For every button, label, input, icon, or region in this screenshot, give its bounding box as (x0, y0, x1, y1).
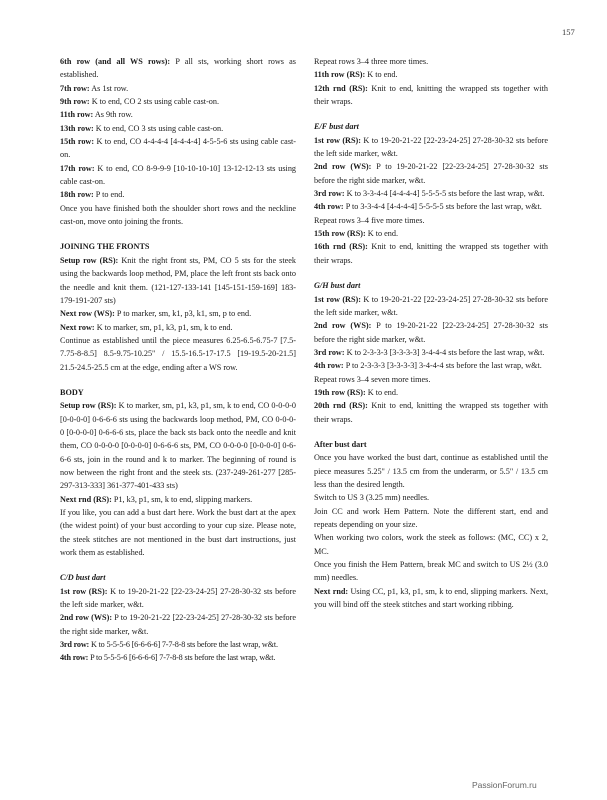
row-label: 6th row (and all WS rows): (60, 57, 171, 66)
row-text: K to 19-20-21-22 [22-23-24-25] 27-28-30-32 sts before the left side marker, w&t. (314, 135, 548, 159)
row-label: Next rnd (RS): (60, 494, 112, 504)
instruction-row (314, 359, 548, 372)
row-text: P to 2-3-3-3 [3-3-3-3] 3-4-4-4 sts before the last wrap, w&t. (343, 361, 542, 371)
row-text: Knit to end, knitting the wrapped sts together with their wraps. (314, 242, 548, 265)
paragraph: If you like, you can add a bust dart here. Work the bust dart at the apex (the widest point) of your bust according to your cup size. Please note, the steek stitches are not mentioned in the bust dart instructions, just work them as established. (60, 508, 296, 558)
instruction-row (60, 611, 296, 638)
watermark: PassionForum.ru (472, 780, 537, 790)
row-text: K to end. (365, 387, 398, 397)
row-text: P to 5-5-5-6 [6-6-6-6] 7-7-8-8 sts before the last wrap, w&t. (88, 653, 276, 663)
row-text: K to end. (365, 229, 398, 239)
instruction-row (314, 386, 548, 399)
left-column (60, 55, 296, 665)
row-label: 9th row: (60, 97, 90, 107)
row-text: Using CC, p1, k3, p1, sm, k to end, slipping markers. Next, you will bind off the steek stitches and start working ribbing. (314, 586, 548, 610)
instruction-row (60, 162, 296, 189)
paragraph: Continue as established until the piece measures 6.25-6.5-6.75-7 [7.5-7.75-8-8.5] 8.5-9.75-10.25" / 15.5-16.5-17-17.5 [19-19.5-20-21.5] 21.5-24.5-25.5 cm at the edge, ending after a WS row. (60, 335, 296, 372)
row-text: K to 3-3-4-4 [4-4-4-4] 5-5-5-5 sts before the last wrap, w&t. (344, 189, 545, 199)
instruction-row (60, 321, 296, 334)
row-label: 1st row (RS): (314, 294, 361, 304)
instruction-row (60, 307, 296, 320)
subsection-heading: C/D bust dart (60, 573, 106, 583)
instruction-row (314, 293, 548, 320)
page-number: 157 (562, 27, 575, 37)
instruction-row (314, 160, 548, 187)
row-text: K to end. (365, 70, 398, 80)
instruction-row (314, 187, 548, 200)
row-label: 4th row: (314, 361, 344, 371)
section-gap (60, 228, 296, 240)
row-text: Knit the right front sts, PM, CO 5 sts for the steek using the backwards loop method, PM, place the left front sts back onto the needle and knit them. (121-127-133-141 [145-151-159-169] 183-179-191-207 sts) (60, 255, 296, 305)
row-label: 2nd row (WS): (60, 613, 113, 623)
row-label: 20th rnd (RS): (314, 401, 368, 411)
paragraph: When working two colors, work the steek as follows: (MC, CC) x 2, MC. (314, 533, 548, 556)
instruction-row (60, 585, 296, 612)
section-heading: After bust dart (314, 439, 367, 449)
row-text: P to 19-20-21-22 [22-23-24-25] 27-28-30-32 sts before the right side marker, w&t. (314, 162, 548, 185)
instruction-row (60, 493, 296, 506)
row-label: 3rd row: (314, 189, 345, 199)
section-heading: JOINING THE FRONTS (60, 242, 150, 252)
row-label: 1st row (RS): (60, 586, 108, 596)
instruction-row (314, 346, 548, 359)
row-label: 18th row: (60, 190, 94, 200)
instruction-row (60, 55, 296, 82)
instruction-row (60, 122, 296, 135)
row-label: 15th row (RS): (314, 229, 366, 239)
subsection-heading: G/H bust dart (314, 281, 361, 291)
section-gap (314, 108, 548, 120)
instruction-row (314, 68, 548, 81)
row-label: Setup row (RS): (60, 255, 119, 265)
instruction-row (314, 319, 548, 346)
row-label: 2nd row (WS): (314, 162, 372, 172)
paragraph: Once you finish the Hem Pattern, break MC and switch to US 2½ (3.0 mm) needles. (314, 560, 548, 583)
row-label: 16th rnd (RS): (314, 242, 368, 252)
row-label: 11th row: (60, 110, 94, 120)
row-label: Next rnd: (314, 586, 349, 596)
section-gap (314, 426, 548, 438)
row-text: K to marker, sm, p1, k3, p1, sm, k to end. (94, 322, 233, 332)
row-text: K to 5-5-5-6 [6-6-6-6] 7-7-8-8 sts before the last wrap, w&t. (89, 640, 278, 650)
row-text: P all sts, working short rows as established. (60, 57, 296, 80)
paragraph: Once you have finished both the shoulder short rows and the neckline cast-on, move onto joining the fronts. (60, 203, 296, 227)
row-text: K to end, CO 8-9-9-9 [10-10-10-10] 13-12-12-13 sts using cable cast-on. (60, 163, 297, 187)
paragraph: Repeat rows 3–4 seven more times. (314, 374, 431, 384)
row-label: 17th row: (60, 163, 95, 173)
row-label: Setup row (RS): (60, 401, 117, 411)
row-text: P to 19-20-21-22 [22-23-24-25] 27-28-30-32 sts before the right side marker, w&t. (314, 321, 548, 344)
instruction-row (60, 254, 296, 307)
instruction-row (60, 638, 296, 651)
row-label: 12th rnd (RS): (314, 83, 368, 93)
row-label: Next row (WS): (60, 309, 115, 319)
paragraph: Repeat rows 3–4 three more times. (314, 57, 429, 66)
row-text: K to end, CO 4-4-4-4 [4-4-4-4] 4-5-5-6 sts using cable cast-on. (60, 137, 297, 160)
instruction-row (314, 399, 548, 426)
paragraph: Switch to US 3 (3.25 mm) needles. (314, 493, 430, 503)
row-label: 3rd row: (314, 347, 345, 357)
row-text: Knit to end, knitting the wrapped sts together with their wraps. (314, 83, 548, 107)
instruction-row (60, 135, 296, 162)
instruction-row (60, 82, 296, 95)
row-text: K to end, CO 2 sts using cable cast-on. (89, 97, 220, 107)
row-text: P1, k3, p1, sm, k to end, slipping markers. (111, 494, 253, 504)
row-label: 4th row: (314, 202, 344, 212)
paragraph: Join CC and work Hem Pattern. Note the different start, end and repeats depending on your size. (314, 506, 548, 529)
row-label: 4th row: (60, 653, 89, 663)
row-text: K to 2-3-3-3 [3-3-3-3] 3-4-4-4 sts before the last wrap, w&t. (344, 347, 545, 357)
row-text: K to 19-20-21-22 [22-23-24-25] 27-28-30-32 sts before the left side marker, w&t. (60, 586, 296, 610)
row-label: 2nd row (WS): (314, 321, 372, 331)
row-label: 11th row (RS): (314, 70, 366, 80)
row-text: P to 19-20-21-22 [22-23-24-25] 27-28-30-32 sts before the right side marker, w&t. (60, 613, 296, 636)
instruction-row (314, 82, 548, 109)
row-label: 13th row: (60, 123, 94, 133)
instruction-row (60, 399, 296, 492)
instruction-row (60, 108, 296, 121)
section-heading: BODY (60, 387, 84, 397)
instruction-row (314, 134, 548, 161)
row-text: As 9th row. (93, 110, 133, 120)
row-label: 3rd row: (60, 640, 90, 650)
instruction-row (60, 651, 296, 664)
row-label: 15th row: (60, 137, 95, 147)
row-label: 19th row (RS): (314, 387, 366, 397)
instruction-row (314, 200, 548, 213)
instruction-row (60, 95, 296, 108)
row-text: P to end. (93, 190, 125, 200)
instruction-row (314, 240, 548, 267)
row-text: K to 19-20-21-22 [22-23-24-25] 27-28-30-32 sts before the left side marker, w&t. (314, 294, 548, 317)
subsection-heading: E/F bust dart (314, 122, 359, 132)
section-gap (60, 374, 296, 386)
row-text: P to 3-3-4-4 [4-4-4-4] 5-5-5-5 sts before the last wrap, w&t. (343, 202, 542, 212)
paragraph: Once you have worked the bust dart, continue as established until the piece measures 5.25" / 13.5 cm from the underarm, or 5.5" / 13.5 cm less than the desired length. (314, 453, 548, 489)
row-text: K to marker, sm, p1, k3, p1, sm, k to end, CO 0-0-0-0 [0-0-0-0] 0-6-6-6 sts using the backwards loop method, PM, CO 0-0-0-0 [0-0-0-0] 0-6-6-6 sts, place the back sts back onto the needle and knit them, CO 0-0-0-0 [0-0-0-0] 0-6-6-6 sts, PM, CO 0-0-0-0 [0-0-0-0] 0-6-6-6 sts, join in the round and k to marker. The beginning of round is now between the right front and the steek sts. (237-249-261-277 [285-297-313-333] 361-377-401-433 sts) (60, 401, 296, 491)
row-label: Next row: (60, 322, 95, 332)
row-text: P to marker, sm, k1, p3, k1, sm, p to end. (114, 309, 252, 319)
instruction-row (60, 188, 296, 201)
row-label: 1st row (RS): (314, 135, 361, 145)
instruction-row (314, 585, 548, 612)
row-text: As 1st row. (89, 83, 129, 93)
row-text: Knit to end, knitting the wrapped sts together with their wraps. (314, 401, 548, 424)
instruction-row (314, 227, 548, 240)
paragraph: Repeat rows 3–4 five more times. (314, 215, 425, 225)
right-column (314, 55, 548, 611)
row-label: 7th row: (60, 83, 90, 93)
section-gap (60, 559, 296, 571)
row-text: K to end, CO 3 sts using cable cast-on. (93, 123, 224, 133)
section-gap (314, 267, 548, 279)
